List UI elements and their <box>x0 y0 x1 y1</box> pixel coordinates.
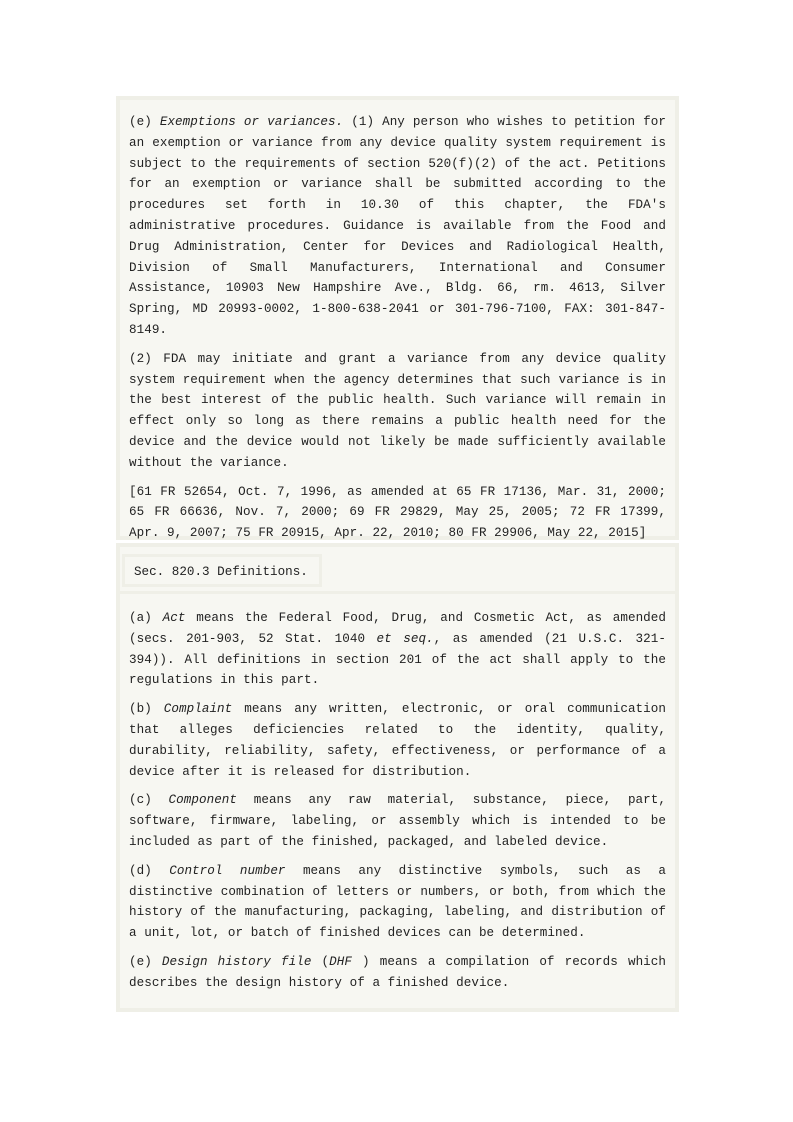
definition-label: (a) <box>129 611 163 625</box>
definition-design-history-file <box>129 952 666 994</box>
definition-label: (e) <box>129 954 162 969</box>
exemptions-paragraph-1 <box>129 112 666 341</box>
definition-label: (c) <box>129 793 169 808</box>
paragraph-label: (e) <box>129 115 160 129</box>
defined-term: Component <box>168 793 238 808</box>
definition-text: means any raw material, substance, piece, part, software, firmware, labeling, or assembly which is intended to be included as part of the finished, packaged, and labeled device. <box>129 793 666 849</box>
definition-component <box>129 790 666 852</box>
defined-term: Act <box>162 611 186 625</box>
definition-control-number <box>129 861 666 944</box>
defined-term: Design history file <box>161 954 312 969</box>
definition-label: (b) <box>129 702 164 717</box>
defined-term: Complaint <box>163 702 233 717</box>
definition-text: , as amended (21 U.S.C. 321-394)). All definitions in section 201 of the act shall apply to the regulations in this part. <box>129 631 666 688</box>
italic-phrase: et seq. <box>376 631 434 646</box>
exemptions-paragraph-2: (2) FDA may initiate and grant a variance from any device quality system requirement when the agency determines that such variance is in the best interest of the public health. Such variance will remain in effect only so long as there remains a public health need for the device and the device would not likely be made sufficiently available without the variance. <box>129 351 666 470</box>
section-heading-box <box>122 554 322 587</box>
definition-label: (d) <box>129 863 170 878</box>
definition-text: means the Federal Food, Drug, and Cosmetic Act, as amended (secs. 201-903, 52 Stat. 1040 <box>129 611 666 646</box>
exemptions-section <box>116 96 679 540</box>
section-heading: Sec. 820.3 Definitions. <box>134 565 308 579</box>
citation-text: [61 FR 52654, Oct. 7, 1996, as amended at 65 FR 17136, Mar. 31, 2000; 65 FR 66636, Nov. 7, 2000; 69 FR 29829, May 25, 2005; 72 FR 17399, Apr. 9, 2007; 75 FR 20915, Apr. 22, 2010; 80 FR 29906, May 22, 2015] <box>129 484 666 541</box>
paragraph-text: (1) Any person who wishes to petition for an exemption or variance from any device quality system requirement is subject to the requirements of section 520(f)(2) of the act. Petitions for an exemption or variance shall be submitted according to the procedures set forth in 10.30 of this chapter, the FDA's administrative procedures. Guidance is available from the Food and Drug Administration, Center for Devices and Radiological Health, Division of Small Manufacturers, International and Consumer Assistance, 10903 New Hampshire Ave., Bldg. 66, rm. 4613, Silver Spring, MD 20993-0002, 1-800-638-2041 or 301-796-7100, FAX: 301-847-8149. <box>129 115 666 337</box>
definition-text: ) means a compilation of records which describes the design history of a finished device. <box>129 954 666 990</box>
heading-divider <box>120 591 675 594</box>
definition-act <box>129 608 666 691</box>
abbreviation: DHF <box>329 954 352 969</box>
definition-text: means any written, electronic, or oral communication that alleges deficiencies related to the identity, quality, durability, reliability, safety, effectiveness, or performance of a device after it is released for distribution. <box>129 702 666 779</box>
exemptions-content <box>129 112 666 552</box>
definition-text: means any distinctive symbols, such as a distinctive combination of letters or numbers, or both, from which the history of the manufacturing, packaging, labeling, and distribution of a unit, lot, or batch of finished devices can be determined. <box>129 863 667 941</box>
definitions-content <box>129 608 666 1002</box>
definition-complaint <box>129 699 666 782</box>
definition-text: ( <box>311 954 330 969</box>
defined-term: Control number <box>169 863 286 878</box>
defined-term: Exemptions or variances. <box>159 115 344 129</box>
definitions-section <box>116 543 679 1012</box>
